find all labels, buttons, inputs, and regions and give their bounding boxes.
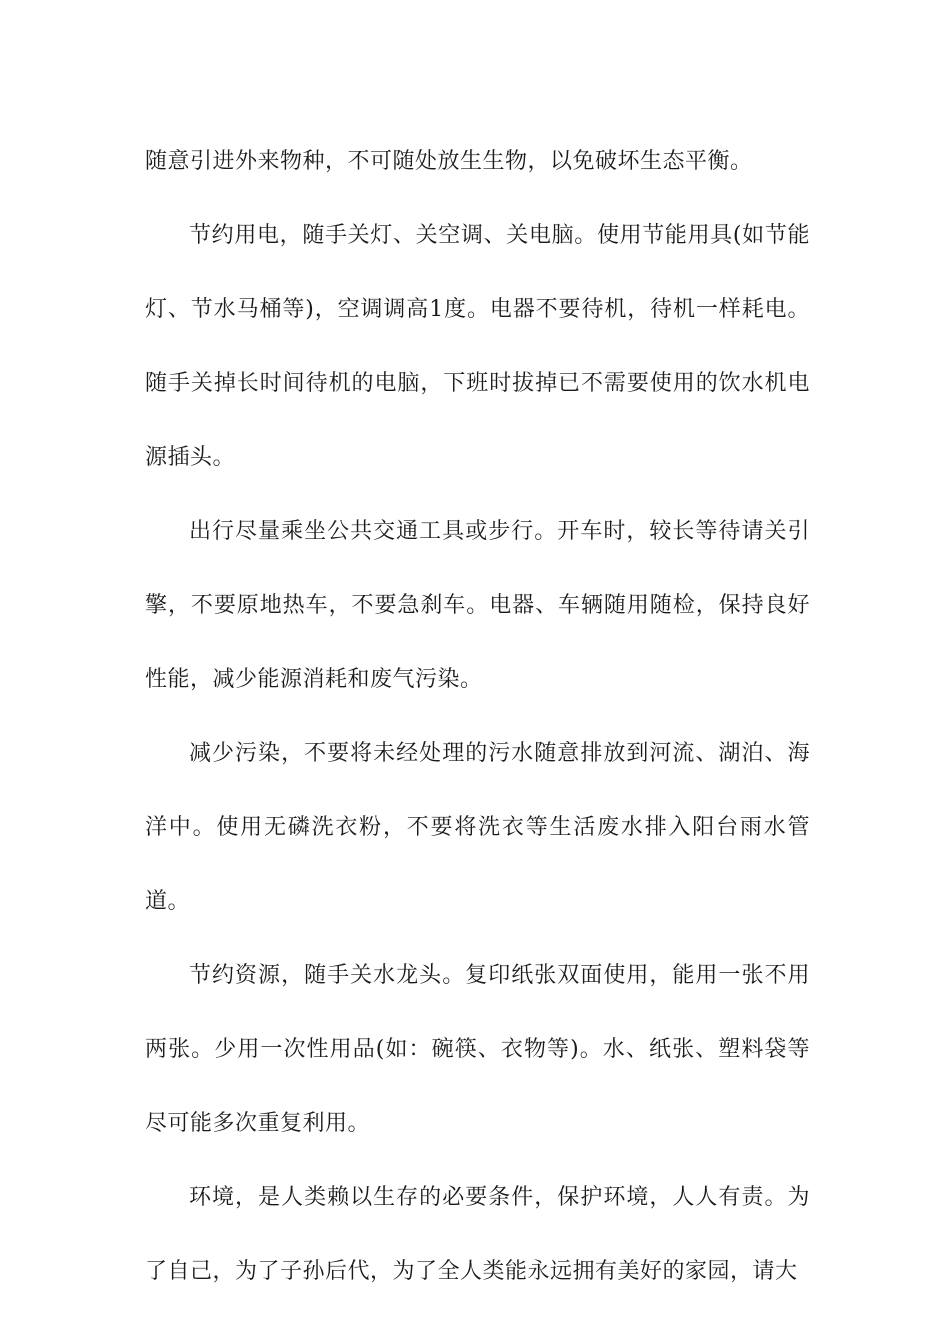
paragraph-5: 节约资源，随手关水龙头。复印纸张双面使用，能用一张不用两张。少用一次性用品(如：碗筷、衣物等)。水、纸张、塑料袋等尽可能多次重复利用。 [145, 963, 810, 1136]
paragraph-6: 环境，是人类赖以生存的必要条件，保护环境，人人有责。为了自己，为了子孙后代，为了全人类能永远拥有美好的家园，请大 [145, 1185, 810, 1284]
paragraph-3: 出行尽量乘坐公共交通工具或步行。开车时，较长等待请关引擎，不要原地热车，不要急刹车。电器、车辆随用随检，保持良好性能，减少能源消耗和废气污染。 [145, 519, 810, 692]
paragraph-4: 减少污染，不要将未经处理的污水随意排放到河流、湖泊、海洋中。使用无磷洗衣粉，不要将洗衣等生活废水排入阳台雨水管道。 [145, 741, 810, 914]
paragraph-1: 随意引进外来物种，不可随处放生生物，以免破坏生态平衡。 [145, 149, 753, 174]
paragraph-2: 节约用电，随手关灯、关空调、关电脑。使用节能用具(如节能灯、节水马桶等)，空调调高1度。电器不要待机，待机一样耗电。随手关掉长时间待机的电脑，下班时拔掉已不需要使用的饮水机电源插头。 [145, 223, 810, 470]
document-body [145, 125, 810, 1309]
